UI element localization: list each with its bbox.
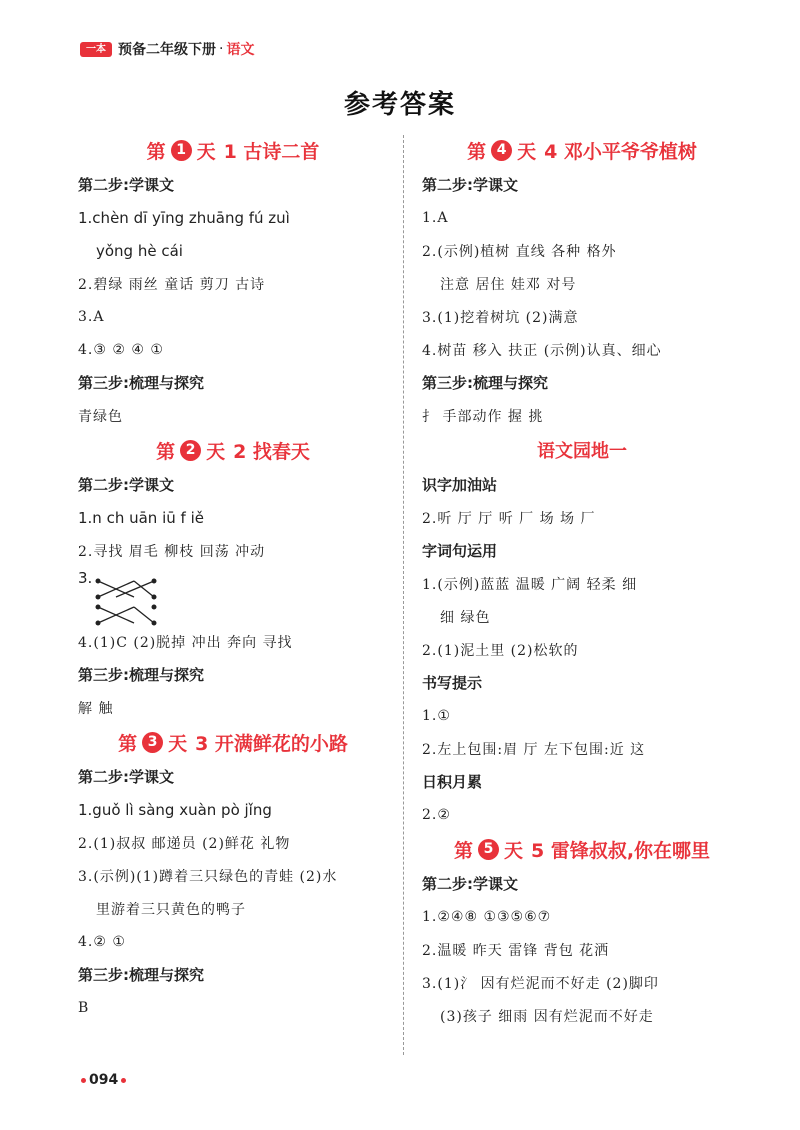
answer-line: 4.(1)C (2)脱掉 冲出 奔向 寻找 xyxy=(78,634,293,651)
subject-label: 语文 xyxy=(226,42,255,58)
step-heading: 第二步:学课文 xyxy=(422,176,518,194)
step-heading: 第二步:学课文 xyxy=(422,875,518,893)
answer-line: B xyxy=(78,999,90,1016)
lesson-title: 5 雷锋叔叔,你在哪里 xyxy=(530,839,711,862)
step-heading: 第二步:学课文 xyxy=(78,768,174,786)
answer-line: 青绿色 xyxy=(78,408,123,425)
lesson-title: 4 邓小平爷爷植树 xyxy=(544,140,697,163)
answer-line: 1.A xyxy=(422,209,449,226)
day1-heading xyxy=(78,132,388,168)
step-heading: 第三步:梳理与探究 xyxy=(78,666,204,684)
day-number-badge: 5 xyxy=(478,839,499,860)
answer-line: 4.③ ② ④ ① xyxy=(78,341,164,358)
day-number-badge: 3 xyxy=(142,732,163,753)
right-column xyxy=(422,132,742,1032)
lesson-title: 3 开满鲜花的小路 xyxy=(195,732,348,755)
day-suffix: 天 xyxy=(206,440,226,463)
sub-heading: 识字加油站 xyxy=(422,476,498,494)
answer-line: 1.guǒ lì sàng xuàn pò jǐng xyxy=(78,800,272,819)
answer-line: 3.(1)氵 因有烂泥而不好走 (2)脚印 xyxy=(422,975,659,992)
left-column xyxy=(78,132,388,1024)
answer-line: 1.(示例)蓝蓝 温暖 广阔 轻柔 细 xyxy=(422,576,638,593)
answer-line: 细 绿色 xyxy=(440,609,491,626)
day-prefix: 第 xyxy=(146,140,166,163)
page-number-text: 094 xyxy=(89,1072,119,1088)
answer-line: 注意 居住 娃邓 对号 xyxy=(440,276,577,293)
answer-line: 解 触 xyxy=(78,700,114,717)
page-title: 参考答案 xyxy=(343,90,456,120)
garden-heading: 语文园地一 xyxy=(537,441,627,462)
answer-line: 2.碧绿 雨丝 童话 剪刀 古诗 xyxy=(78,276,266,293)
step-heading: 第二步:学课文 xyxy=(78,476,174,494)
day-prefix: 第 xyxy=(467,140,487,163)
answer-line: 3.A xyxy=(78,308,105,325)
book-title: 预备二年级下册 xyxy=(118,42,216,58)
dot-icon xyxy=(121,1078,126,1083)
answer-line: (3)孩子 细雨 因有烂泥而不好走 xyxy=(440,1008,654,1025)
answer-line: 4.② ① xyxy=(78,933,126,950)
answer-line: 2.② xyxy=(422,806,451,823)
step-heading: 第三步:梳理与探究 xyxy=(78,966,204,984)
answer-line: 2.寻找 眉毛 柳枝 回荡 冲动 xyxy=(78,543,266,560)
matching-answer xyxy=(78,567,388,625)
header xyxy=(80,38,254,60)
day-number-badge: 4 xyxy=(491,140,512,161)
day-suffix: 天 xyxy=(168,732,188,755)
sub-heading: 日积月累 xyxy=(422,773,483,791)
header-separator: · xyxy=(219,41,224,57)
answer-line: 1.chèn dī yīng zhuāng fú zuì xyxy=(78,208,290,227)
lesson-title: 1 古诗二首 xyxy=(223,140,320,163)
day3-heading xyxy=(78,724,388,760)
matching-lines-diagram xyxy=(92,575,172,629)
day-suffix: 天 xyxy=(517,140,537,163)
step-heading: 第二步:学课文 xyxy=(78,176,174,194)
day-number-badge: 2 xyxy=(180,440,201,461)
day5-heading xyxy=(422,831,742,867)
answer-line: 2.(示例)植树 直线 各种 格外 xyxy=(422,243,617,260)
day-number-badge: 1 xyxy=(171,140,192,161)
lesson-title: 2 找春天 xyxy=(233,440,310,463)
question-number: 3. xyxy=(78,569,93,587)
answer-line: 2.听 厅 厅 听 厂 场 场 厂 xyxy=(422,510,596,527)
answer-line: 扌 手部动作 握 挑 xyxy=(422,408,544,425)
answer-line: 4.树苗 移入 扶正 (示例)认真、细心 xyxy=(422,342,662,359)
day-prefix: 第 xyxy=(453,839,473,862)
answer-line: 2.(1)泥土里 (2)松软的 xyxy=(422,642,579,659)
answer-line: 3.(示例)(1)蹲着三只绿色的青蛙 (2)水 xyxy=(78,868,338,885)
day-suffix: 天 xyxy=(503,839,523,862)
page-number xyxy=(78,1072,129,1088)
day-suffix: 天 xyxy=(196,140,216,163)
step-heading: 第三步:梳理与探究 xyxy=(422,374,548,392)
answer-line: 2.(1)叔叔 邮递员 (2)鲜花 礼物 xyxy=(78,835,291,852)
sub-heading: 书写提示 xyxy=(422,674,483,692)
answer-line: yǒng hè cái xyxy=(96,241,183,260)
answer-line: 3.(1)挖着树坑 (2)满意 xyxy=(422,309,579,326)
column-divider xyxy=(403,135,404,1055)
step-heading: 第三步:梳理与探究 xyxy=(78,374,204,392)
day-prefix: 第 xyxy=(156,440,176,463)
answer-line: 里游着三只黄色的鸭子 xyxy=(96,901,246,918)
answer-line: 1.n ch uān iū f iě xyxy=(78,508,204,527)
brand-logo: 一本 xyxy=(80,42,112,57)
answer-line: 2.温暖 昨天 雷锋 背包 花洒 xyxy=(422,942,610,959)
day4-heading xyxy=(422,132,742,168)
answer-line: 2.左上包围:眉 厅 左下包围:近 这 xyxy=(422,741,646,758)
day-prefix: 第 xyxy=(118,732,138,755)
sub-heading: 字词句运用 xyxy=(422,542,498,560)
day2-heading xyxy=(78,432,388,468)
answer-line: 1.① xyxy=(422,707,451,724)
dot-icon xyxy=(81,1078,86,1083)
answer-line: 1.②④⑧ ①③⑤⑥⑦ xyxy=(422,908,552,925)
